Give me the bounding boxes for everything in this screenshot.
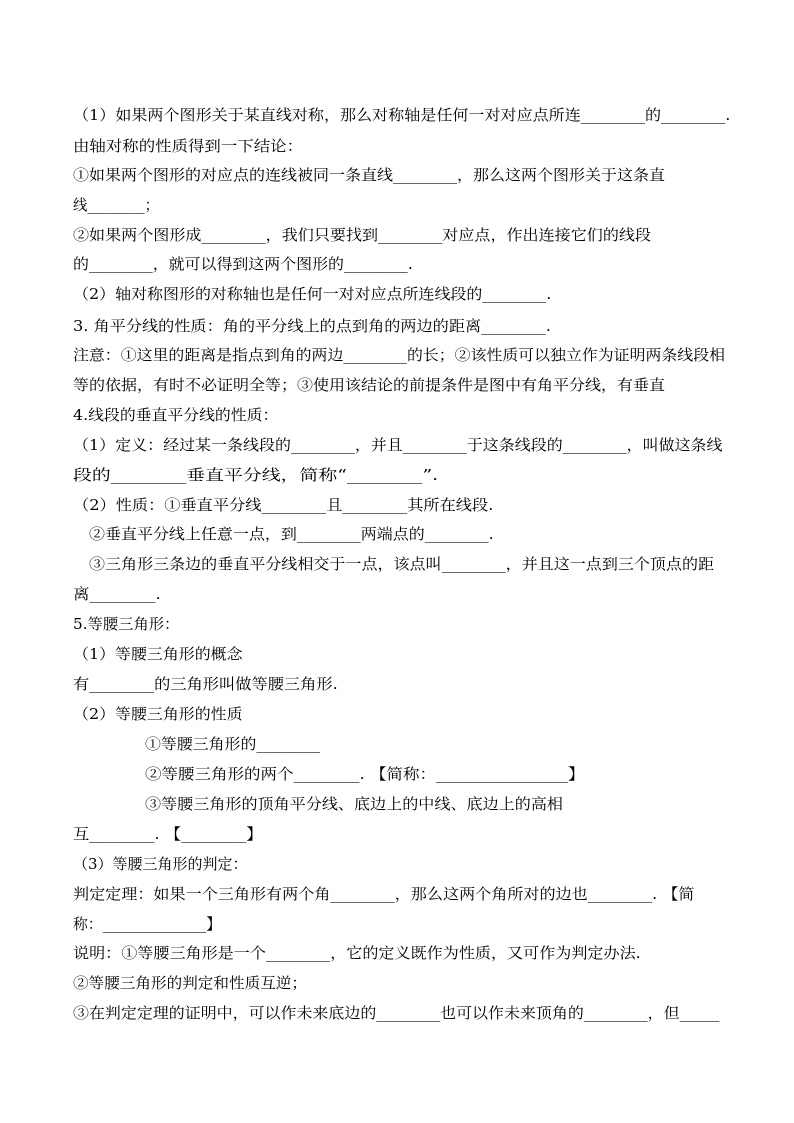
text-line-4: 线________； — [73, 196, 160, 214]
text-line-23: ②等腰三角形的两个________. 【简称：________________】 — [145, 765, 585, 783]
text-line-3: ①如果两个图形的对应点的连线被同一条直线________，那么这两个图形关于这条直 — [73, 166, 666, 184]
text-line-13: 段的________垂直平分线，简称“________”. — [73, 466, 439, 484]
text-line-7: （2）轴对称图形的对称轴也是任何一对对应点所连线段的________. — [73, 285, 552, 303]
text-line-18: 5.等腰三角形： — [73, 615, 180, 633]
text-line-29: 说明：①等腰三角形是一个________，它的定义既作为性质，又可作为判定办法. — [73, 944, 641, 962]
text-line-15: ②垂直平分线上任意一点，到________两端点的________. — [89, 525, 494, 543]
text-line-12: （1）定义：经过某一条线段的________，并且________于这条线段的________，叫做这条线 — [73, 436, 723, 454]
text-line-31: ③在判定定理的证明中，可以作未来底边的________也可以作未来顶角的________，但_____ — [73, 1004, 720, 1022]
text-line-11: 4.线段的垂直平分线的性质： — [73, 406, 279, 424]
text-line-9: 注意：①这里的距离是指点到角的两边________的长；②该性质可以独立作为证明两条线段相 — [73, 346, 726, 364]
text-line-24: ③等腰三角形的顶角平分线、底边上的中线、底边上的高相 — [145, 795, 564, 813]
text-line-28: 称：______________】 — [73, 915, 222, 933]
text-line-14: （2）性质：①垂直平分线________且________其所在线段. — [73, 496, 494, 514]
text-line-8: 3. 角平分线的性质：角的平分线上的点到角的两边的距离________. — [73, 317, 551, 335]
text-line-5: ②如果两个图形成________，我们只要找到________对应点，作出连接它们的线段 — [73, 226, 652, 244]
text-line-6: 的________，就可以得到这两个图形的________. — [73, 255, 413, 273]
text-line-20: 有________的三角形叫做等腰三角形. — [73, 675, 338, 693]
text-line-1: （1）如果两个图形关于某直线对称，那么对称轴是任何一对对应点所连________的________. — [73, 106, 731, 124]
text-line-25: 互________. 【________】 — [73, 825, 263, 843]
text-line-30: ②等腰三角形的判定和性质互逆； — [73, 974, 308, 992]
text-line-17: 离________. — [73, 585, 161, 603]
text-line-26: （3）等腰三角形的判定： — [73, 855, 248, 873]
text-line-10: 等的依据，有时不必证明全等；③使用该结论的前提条件是图中有角平分线，有垂直 — [73, 376, 666, 394]
text-line-2: 由轴对称的性质得到一下结论： — [73, 137, 304, 155]
text-line-27: 判定定理：如果一个三角形有两个角________，那么这两个角所对的边也________. 【简 — [73, 885, 695, 903]
text-line-22: ①等腰三角形的________ — [145, 735, 321, 753]
text-line-16: ③三角形三条边的垂直平分线相交于一点，该点叫________，并且这一点到三个顶点的距 — [89, 555, 715, 573]
text-line-19: （1）等腰三角形的概念 — [73, 645, 243, 663]
text-line-21: （2）等腰三角形的性质 — [73, 705, 243, 723]
